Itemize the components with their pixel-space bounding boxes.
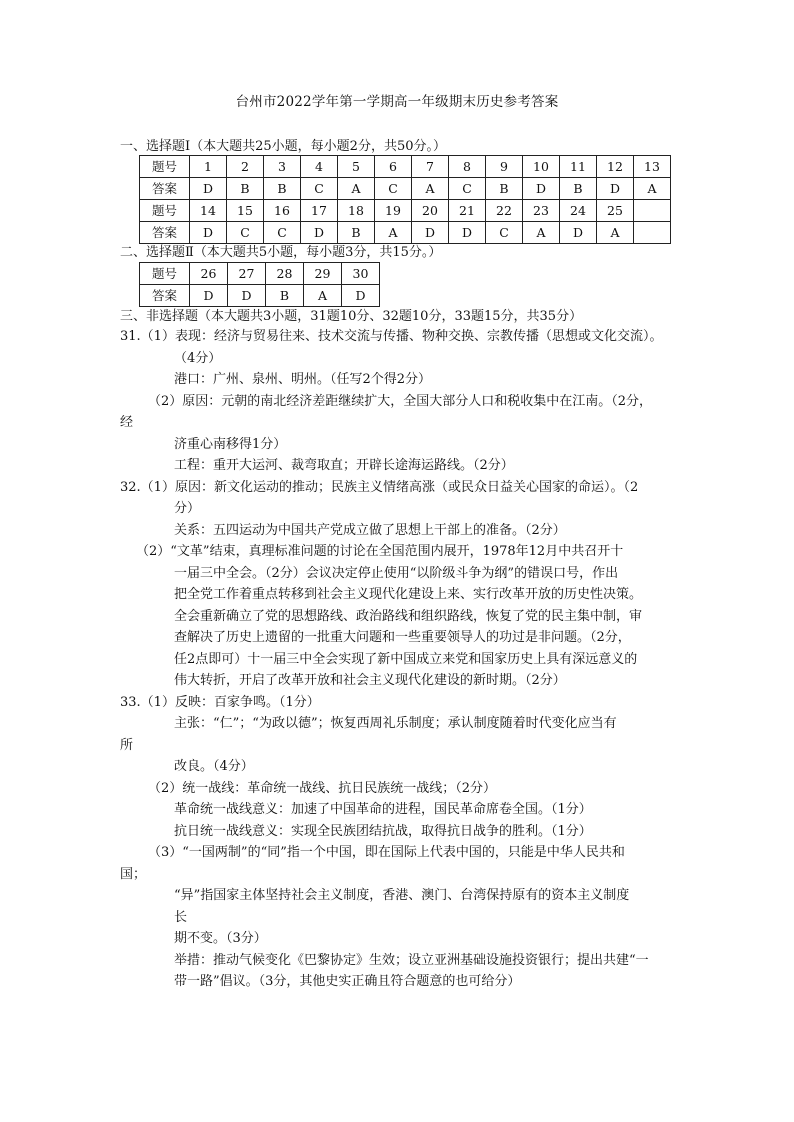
answer-cell: A <box>304 285 342 307</box>
answer-line: （4分） <box>174 350 222 366</box>
section2-heading: 二、选择题Ⅱ（本大题共5小题，每小题3分，共15分。） <box>120 245 442 260</box>
answer-line: 国； <box>120 866 147 882</box>
answer-line: （2）“文革”结束，真理标准问题的讨论在全国范围内展开，1978年12月中共召开十 <box>136 544 624 559</box>
question-number-label: 题号 <box>140 263 190 285</box>
answer-cell: D <box>301 222 338 244</box>
non-choice-answers <box>120 326 680 993</box>
answer-cell: D <box>597 178 634 200</box>
question-number: 4 <box>301 156 338 178</box>
question-number: 21 <box>449 200 486 222</box>
answer-cell: D <box>342 285 380 307</box>
answer-line: （2）原因：元朝的南北经济差距继续扩大，全国大部分人口和税收集中在江南。（2分， <box>148 393 653 409</box>
question-number: 1 <box>190 156 227 178</box>
question-number: 18 <box>338 200 375 222</box>
answer-cell: C <box>486 222 523 244</box>
question-number: 25 <box>597 200 634 222</box>
section1-answer-table <box>139 155 671 244</box>
answer-line: 主张：“仁”；“为政以德”；恢复西周礼乐制度；承认制度随着时代变化应当有 <box>174 716 617 731</box>
question-number: 7 <box>412 156 449 178</box>
question-number: 3 <box>264 156 301 178</box>
answer-cell: D <box>190 178 227 200</box>
document-title: 台州市2022学年第一学期高一年级期末历史参考答案 <box>235 94 559 110</box>
table-row <box>140 156 671 178</box>
empty-cell <box>634 222 671 244</box>
answer-cell: B <box>338 222 375 244</box>
question-number: 9 <box>486 156 523 178</box>
question-number: 13 <box>634 156 671 178</box>
question-number: 10 <box>523 156 560 178</box>
answer-cell: A <box>375 222 412 244</box>
answer-line: （2）统一战线：革命统一战线、抗日民族统一战线；（2分） <box>148 780 497 796</box>
question-number: 2 <box>227 156 264 178</box>
question-number: 29 <box>304 263 342 285</box>
table-row <box>140 285 380 307</box>
section2-answer-table <box>139 262 380 307</box>
question-number: 26 <box>190 263 228 285</box>
answer-line: 一届三中全会。（2分）会议决定停止使用“以阶级斗争为纲”的错误口号，作出 <box>174 565 619 581</box>
question-number: 17 <box>301 200 338 222</box>
answer-line: “异”指国家主体坚持社会主义制度，香港、澳门、台湾保持原有的资本主义制度 <box>174 888 630 903</box>
answer-line: 33.（1）反映：百家争鸣。（1分） <box>120 694 320 710</box>
answer-cell: D <box>190 222 227 244</box>
answer-line: 查解决了历史上遗留的一批重大问题和一些重要领导人的功过是非问题。（2分， <box>174 630 631 645</box>
answer-line: 分） <box>174 501 201 516</box>
answer-cell: B <box>227 178 264 200</box>
table-row <box>140 222 671 244</box>
answer-line: 港口：广州、泉州、明州。（任写2个得2分） <box>174 372 432 387</box>
question-number: 27 <box>228 263 266 285</box>
answer-cell: B <box>264 178 301 200</box>
answer-line: 改良。（4分） <box>174 759 254 774</box>
answer-label: 答案 <box>140 222 190 244</box>
answer-cell: D <box>190 285 228 307</box>
section1-heading: 一、选择题Ⅰ（本大题共25小题，每小题2分，共50分。） <box>120 139 446 154</box>
answer-line: 所 <box>120 737 134 753</box>
empty-cell <box>634 200 671 222</box>
answer-line: 关系：五四运动为中国共产党成立做了思想上干部上的准备。（2分） <box>174 522 566 538</box>
question-number-label: 题号 <box>140 156 190 178</box>
question-number: 16 <box>264 200 301 222</box>
answer-line: （3）“一国两制”的“同”指一个中国，即在国际上代表中国的，只能是中华人民共和 <box>148 845 625 860</box>
answer-cell: A <box>634 178 671 200</box>
table-row <box>140 178 671 200</box>
question-number: 11 <box>560 156 597 178</box>
answer-cell: C <box>264 222 301 244</box>
question-number: 14 <box>190 200 227 222</box>
table-row <box>140 200 671 222</box>
question-number: 15 <box>227 200 264 222</box>
question-number: 6 <box>375 156 412 178</box>
question-number: 28 <box>266 263 304 285</box>
answer-cell: C <box>375 178 412 200</box>
answer-cell: A <box>597 222 634 244</box>
question-number: 23 <box>523 200 560 222</box>
answer-line: 举措：推动气候变化《巴黎协定》生效；设立亚洲基础设施投资银行；提出共建“一 <box>174 952 649 968</box>
answer-line: 31.（1）表现：经济与贸易往来、技术交流与传播、物种交换、宗教传播（思想或文化交流）。 <box>120 329 663 344</box>
question-number: 30 <box>342 263 380 285</box>
answer-cell: D <box>560 222 597 244</box>
answer-cell: D <box>523 178 560 200</box>
question-number: 5 <box>338 156 375 178</box>
answer-cell: A <box>412 178 449 200</box>
answer-line: 革命统一战线意义：加速了中国革命的进程，国民革命席卷全国。（1分） <box>174 802 592 817</box>
answer-cell: B <box>266 285 304 307</box>
answer-line: 32.（1）原因：新文化运动的推动；民族主义情绪高涨（或民众日益关心国家的命运）。（2 <box>120 479 639 495</box>
section3-heading: 三、非选择题（本大题共3小题，31题10分、32题10分，33题15分，共35分） <box>120 309 583 324</box>
answer-label: 答案 <box>140 178 190 200</box>
question-number: 8 <box>449 156 486 178</box>
answer-line: 济重心南移得1分） <box>174 436 287 452</box>
answer-cell: B <box>486 178 523 200</box>
question-number: 12 <box>597 156 634 178</box>
question-number-label: 题号 <box>140 200 190 222</box>
answer-cell: A <box>338 178 375 200</box>
answer-cell: C <box>449 178 486 200</box>
answer-cell: B <box>560 178 597 200</box>
answer-line: 全会重新确立了党的思想路线、政治路线和组织路线，恢复了党的民主集中制，审 <box>174 608 643 624</box>
answer-line: 长 <box>174 909 188 925</box>
answer-line: 伟大转折，开启了改革开放和社会主义现代化建设的新时期。（2分） <box>174 673 566 688</box>
answer-cell: A <box>523 222 560 244</box>
answer-cell: D <box>449 222 486 244</box>
answer-line: 抗日统一战线意义：实现全民族团结抗战，取得抗日战争的胜利。（1分） <box>174 823 592 839</box>
answer-line: 工程：重开大运河、裁弯取直；开辟长途海运路线。（2分） <box>174 458 514 473</box>
question-number: 20 <box>412 200 449 222</box>
answer-cell: D <box>412 222 449 244</box>
question-number: 19 <box>375 200 412 222</box>
answer-line: 任2点即可）十一届三中全会实现了新中国成立来党和国家历史上具有深远意义的 <box>174 651 638 667</box>
answer-cell: C <box>227 222 264 244</box>
answer-label: 答案 <box>140 285 190 307</box>
answer-line: 期不变。（3分） <box>174 931 267 946</box>
table-row <box>140 263 380 285</box>
answer-cell: D <box>228 285 266 307</box>
answer-cell: C <box>301 178 338 200</box>
answer-line: 带一路”倡议。（3分，其他史实正确且符合题意的也可给分） <box>174 974 521 989</box>
answer-line: 把全党工作着重点转移到社会主义现代化建设上来、实行改革开放的历史性决策。 <box>174 587 643 602</box>
question-number: 22 <box>486 200 523 222</box>
question-number: 24 <box>560 200 597 222</box>
answer-line: 经 <box>120 415 134 430</box>
